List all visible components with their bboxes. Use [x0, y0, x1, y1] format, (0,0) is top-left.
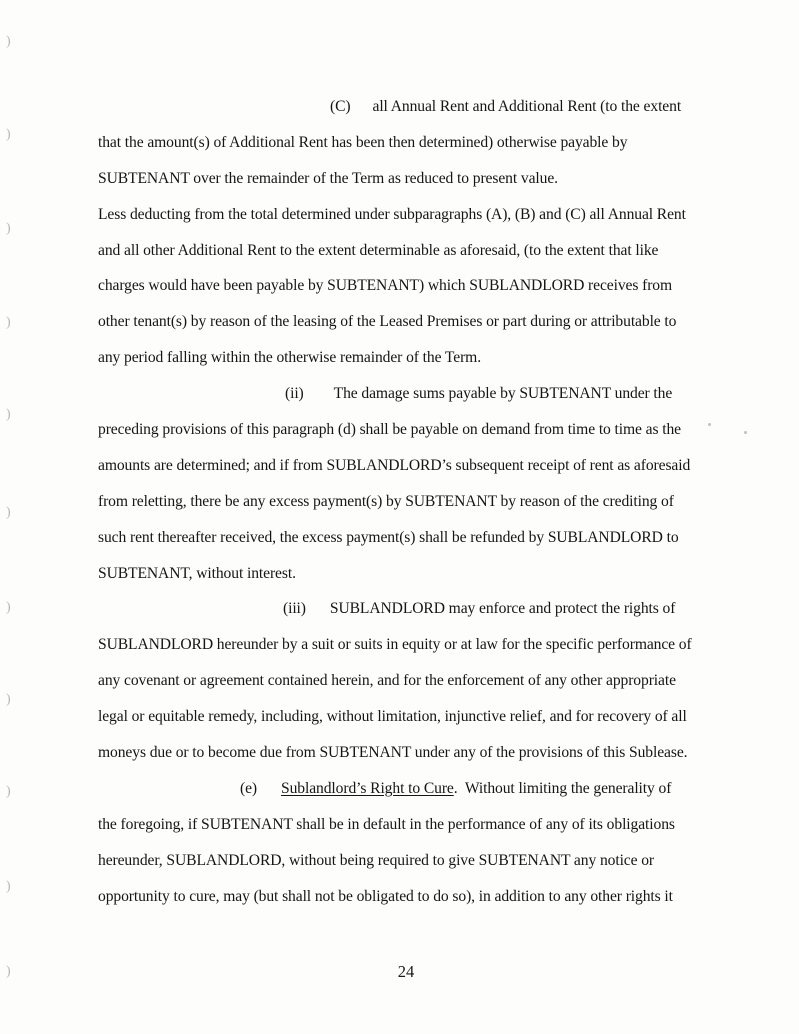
text-line — [98, 591, 728, 627]
text-line — [98, 699, 728, 735]
text-line — [98, 412, 728, 448]
text-line — [98, 627, 728, 663]
text-run: SUBTENANT, without interest. — [98, 564, 296, 582]
text-run: from reletting, there be any excess payment(s) by SUBTENANT by reason of the crediting of — [98, 492, 674, 510]
binding-mark: ) — [6, 964, 11, 979]
text-line — [98, 484, 728, 520]
binding-mark: ) — [6, 692, 11, 707]
text-run: any period falling within the otherwise remainder of the Term. — [98, 349, 482, 367]
text-line — [98, 556, 728, 592]
text-run: such rent thereafter received, the excess payment(s) shall be refunded by SUBLANDLORD to — [98, 528, 679, 546]
text-run: legal or equitable remedy, including, without limitation, injunctive relief, and for recovery of all — [98, 708, 687, 726]
text-run: SUBLANDLORD may enforce and protect the rights of — [329, 600, 676, 618]
text-line — [98, 340, 728, 376]
text-run: Sublandlord’s Right to Cure — [281, 779, 454, 797]
text-run: SUBLANDLORD hereunder by a suit or suits in equity or at law for the specific performance of — [98, 636, 692, 654]
binding-mark: ) — [6, 407, 11, 422]
text-run: and all other Additional Rent to the extent determinable as aforesaid, (to the extent that like — [98, 241, 659, 259]
text-run: all Annual Rent and Additional Rent (to the extent — [372, 98, 682, 115]
text-run: the foregoing, if SUBTENANT shall be in default in the performance of any of its obligations — [98, 815, 675, 833]
text-run: that the amount(s) of Additional Rent has been then determined) otherwise payable by — [98, 133, 628, 151]
text-line — [98, 268, 728, 304]
text-line — [98, 376, 728, 412]
text-line — [98, 771, 728, 807]
text-run: hereunder, SUBLANDLORD, without being required to give SUBTENANT any notice or — [98, 851, 655, 869]
text-line — [98, 89, 728, 125]
text-line — [98, 125, 728, 161]
text-run: moneys due or to become due from SUBTENANT under any of the provisions of this Sublease. — [98, 744, 688, 762]
binding-mark: ) — [6, 879, 11, 894]
text-line — [98, 448, 728, 484]
text-line — [98, 735, 728, 771]
text-run: . Without limiting the generality of — [453, 779, 672, 797]
text-run: The damage sums payable by SUBTENANT under the — [333, 385, 673, 403]
text-line — [98, 304, 728, 340]
text-line — [98, 879, 728, 915]
text-run: other tenant(s) by reason of the leasing of the Leased Premises or part during or attributable to — [98, 313, 677, 331]
binding-mark: ) — [6, 221, 11, 236]
text-run: preceding provisions of this paragraph (d) shall be payable on demand from time to time as the — [98, 421, 681, 439]
text-line — [98, 807, 728, 843]
binding-mark: ) — [6, 34, 11, 49]
binding-mark: ) — [6, 784, 11, 799]
text-block — [98, 89, 728, 914]
text-run: (e) — [240, 779, 258, 797]
text-run: (iii) — [283, 600, 306, 618]
page-number: 24 — [397, 962, 415, 981]
text-run: (C) — [330, 98, 351, 115]
text-run: opportunity to cure, may (but shall not be obligated to do so), in addition to any other rights it — [98, 887, 673, 905]
text-run: amounts are determined; and if from SUBLANDLORD’s subsequent receipt of rent as aforesaid — [98, 456, 691, 474]
text-line — [98, 663, 728, 699]
text-run: charges would have been payable by SUBTENANT) which SUBLANDLORD receives from — [98, 277, 673, 295]
text-run: SUBTENANT over the remainder of the Term as reduced to present value. — [98, 169, 558, 187]
binding-mark: ) — [6, 600, 11, 615]
text-line — [98, 843, 728, 879]
text-run: Less deducting from the total determined under subparagraphs (A), (B) and (C) all Annual Rent — [98, 205, 686, 223]
text-run: any covenant or agreement contained herein, and for the enforcement of any other appropriate — [98, 672, 676, 690]
text-line — [98, 233, 728, 269]
binding-mark: ) — [6, 127, 11, 142]
binding-mark: ) — [6, 315, 11, 330]
text-run: (ii) — [285, 385, 304, 403]
scan-speck — [744, 431, 747, 434]
text-line — [98, 520, 728, 556]
text-line — [98, 161, 728, 197]
text-line — [98, 197, 728, 233]
binding-mark: ) — [6, 505, 11, 520]
